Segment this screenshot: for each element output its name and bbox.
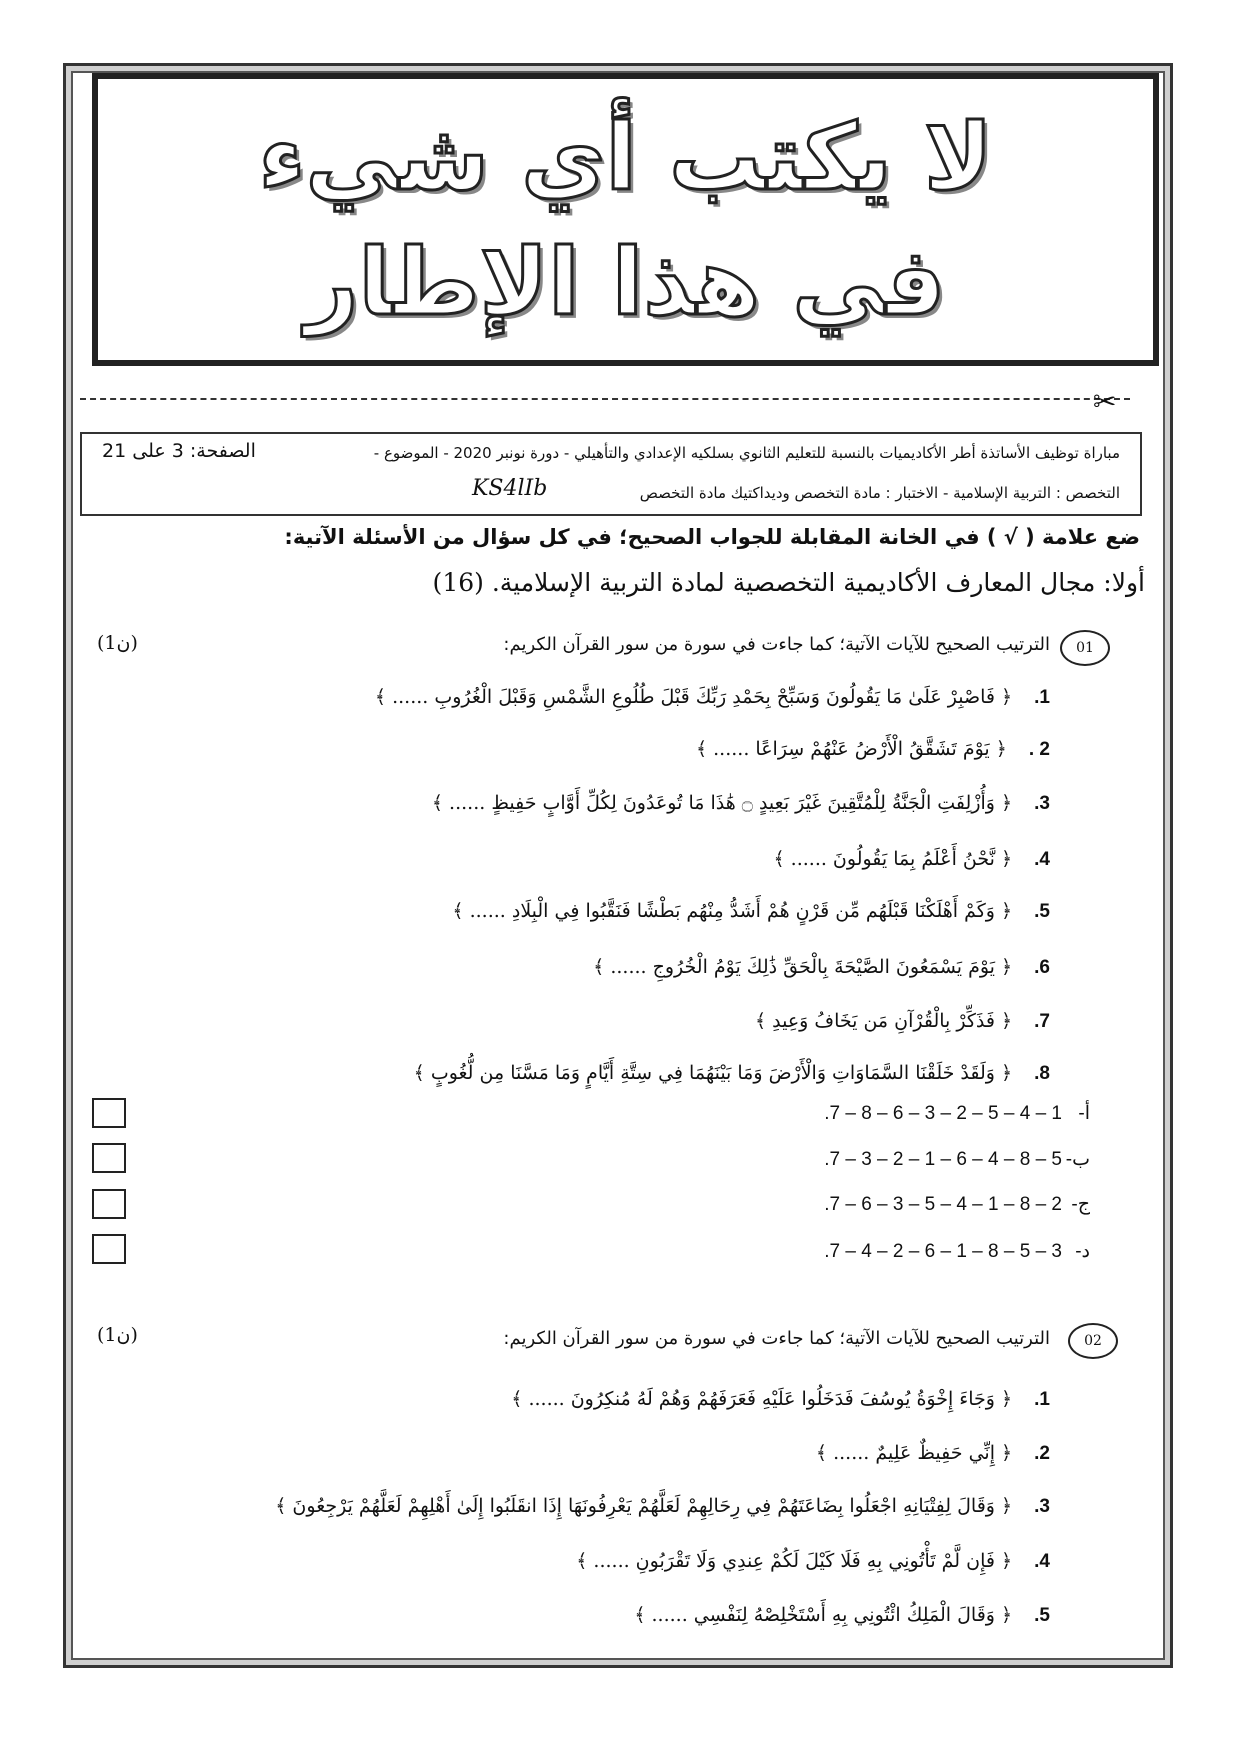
exam-header [80, 432, 1142, 516]
verse-item: 8.﴿ وَلَقَدْ خَلَقْنَا السَّمَاوَاتِ وَالْأَرْضَ وَمَا بَيْنَهُمَا فِي سِتَّةِ أَيَّامٍ وَمَا مَسَّنَا مِن لُّغُوبٍ ﴾ [413, 1062, 1050, 1084]
exam-subject: التخصص : التربية الإسلامية - الاختبار : مادة التخصص وديداكتيك مادة التخصص [639, 484, 1120, 502]
no-write-banner [92, 73, 1159, 366]
question-text: الترتيب الصحيح للآيات الآتية؛ كما جاءت في سورة من سور القرآن الكريم: [503, 634, 1050, 655]
question-points: (1ن) [97, 632, 138, 654]
verse-item: 1.﴿ وَجَاءَ إِخْوَةُ يُوسُفَ فَدَخَلُوا عَلَيْهِ فَعَرَفَهُمْ وَهُمْ لَهُ مُنكِرُونَ ...... ﴾ [511, 1388, 1050, 1410]
banner-line-2: في هذا الإطار [305, 228, 946, 336]
question-number: 01 [1060, 630, 1110, 666]
verse-item: 5.﴿ وَكَمْ أَهْلَكْنَا قَبْلَهُم مِّن قَرْنٍ هُمْ أَشَدُّ مِنْهُم بَطْشًا فَنَقَّبُوا فِي الْبِلَادِ ...... ﴾ [452, 900, 1050, 922]
answer-checkbox-c[interactable] [92, 1189, 126, 1219]
scissors-icon: ✂ [1093, 385, 1117, 418]
answer-checkbox-d[interactable] [92, 1234, 126, 1264]
verse-item: 3.﴿ وَقَالَ لِفِتْيَانِهِ اجْعَلُوا بِضَاعَتَهُمْ فِي رِحَالِهِمْ لَعَلَّهُمْ يَعْرِفُونَهَا إِذَا انقَلَبُوا إِلَىٰ أَهْلِهِمْ لَعَلَّهُمْ يَرْجِعُونَ ﴾ [275, 1495, 1050, 1517]
verse-item: 4.﴿ فَإِن لَّمْ تَأْتُونِي بِهِ فَلَا كَيْلَ لَكُمْ عِندِي وَلَا تَقْرَبُونِ ...... ﴾ [576, 1550, 1050, 1572]
page-number: الصفحة: 3 على 21 [102, 440, 256, 462]
cut-line [80, 398, 1130, 400]
answer-checkbox-a[interactable] [92, 1098, 126, 1128]
section-title: أولا: مجال المعارف الأكاديمية التخصصية لمادة التربية الإسلامية. (16) [432, 568, 1145, 597]
banner-line-1: لا يكتب أي شيء [258, 103, 993, 211]
handwritten-code: KS4lIb [472, 476, 548, 501]
verse-item: 6.﴿ يَوْمَ يَسْمَعُونَ الصَّيْحَةَ بِالْحَقِّ ذَٰلِكَ يَوْمُ الْخُرُوجِ ...... ﴾ [593, 956, 1050, 978]
answer-choice: د-3 – 5 – 8 – 1 – 6 – 2 – 4 – 7. [824, 1241, 1090, 1262]
verse-item: 2 .﴿ يَوْمَ تَشَقَّقُ الْأَرْضُ عَنْهُمْ سِرَاعًا ...... ﴾ [695, 738, 1050, 760]
verse-item: 5.﴿ وَقَالَ الْمَلِكُ ائْتُونِي بِهِ أَسْتَخْلِصْهُ لِنَفْسِي ...... ﴾ [634, 1604, 1050, 1626]
answer-choice: ج-2 – 8 – 1 – 4 – 5 – 3 – 6 – 7. [824, 1194, 1090, 1215]
instruction: ضع علامة ( √ ) في الخانة المقابلة للجواب الصحيح؛ في كل سؤال من الأسئلة الآتية: [284, 525, 1140, 549]
verse-item: 4.﴿ نَّحْنُ أَعْلَمُ بِمَا يَقُولُونَ ...... ﴾ [773, 848, 1050, 870]
answer-choice: ب-5 – 8 – 4 – 6 – 1 – 2 – 3 – 7. [824, 1149, 1090, 1170]
question-points: (1ن) [97, 1324, 138, 1346]
verse-item: 3.﴿ وَأُزْلِفَتِ الْجَنَّةُ لِلْمُتَّقِينَ غَيْرَ بَعِيدٍ ۝ هَٰذَا مَا تُوعَدُونَ لِكُلِّ أَوَّابٍ حَفِيظٍ ...... ﴾ [431, 792, 1050, 814]
verse-item: 2.﴿ إِنِّي حَفِيظٌ عَلِيمٌ ...... ﴾ [815, 1442, 1050, 1464]
answer-checkbox-b[interactable] [92, 1143, 126, 1173]
verse-item: 7.﴿ فَذَكِّرْ بِالْقُرْآنِ مَن يَخَافُ وَعِيدِ ﴾ [754, 1010, 1050, 1032]
question-number: 02 [1068, 1323, 1118, 1359]
question-text: الترتيب الصحيح للآيات الآتية؛ كما جاءت في سورة من سور القرآن الكريم: [503, 1328, 1050, 1349]
answer-choice: أ-1 – 4 – 5 – 2 – 3 – 6 – 8 – 7. [824, 1103, 1090, 1124]
exam-title: مباراة توظيف الأساتذة أطر الأكاديميات بالنسبة للتعليم الثانوي بسلكيه الإعدادي والتأهيلي - دورة نونبر 2020 - الموضوع - [373, 444, 1120, 462]
verse-item: 1.﴿ فَاصْبِرْ عَلَىٰ مَا يَقُولُونَ وَسَبِّحْ بِحَمْدِ رَبِّكَ قَبْلَ طُلُوعِ الشَّمْسِ وَقَبْلَ الْغُرُوبِ ...... ﴾ [374, 686, 1050, 708]
